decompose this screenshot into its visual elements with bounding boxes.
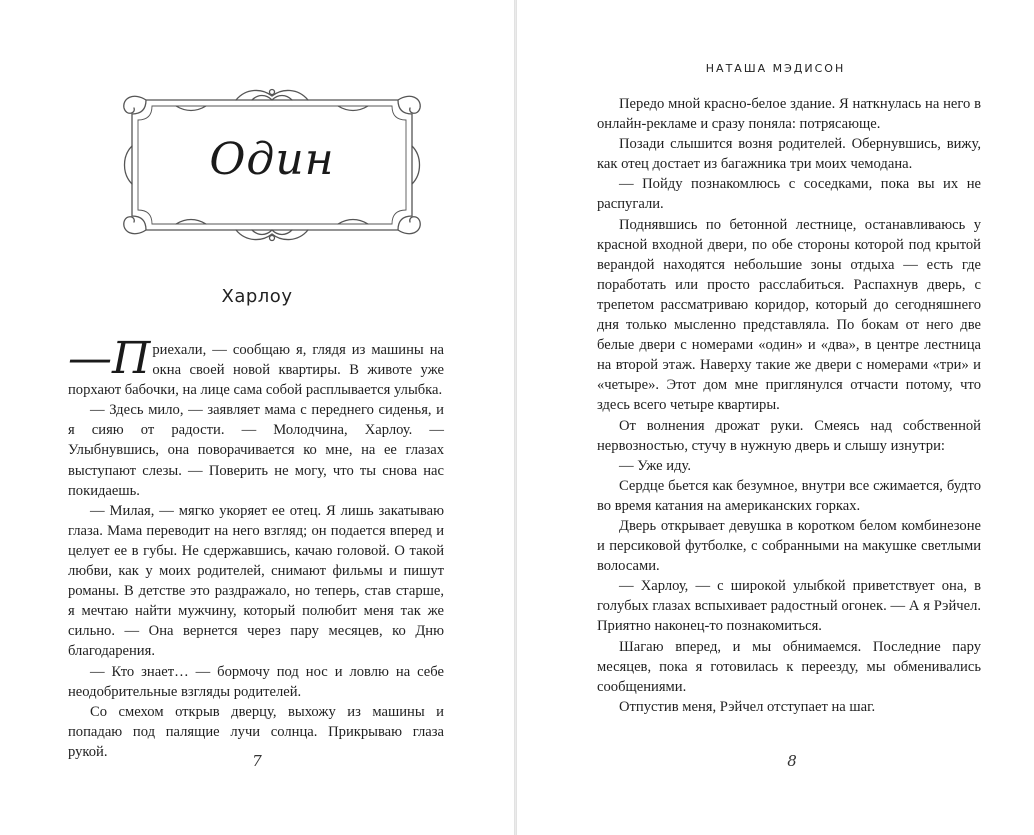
paragraph: Со смехом открыв дверцу, выхожу из машины и попадаю под палящие лучи солнца. Прикрываю глаза рукой.	[68, 703, 444, 760]
paragraph: Поднявшись по бетонной лестнице, останавливаюсь у красной входной двери, по обе стороны которой под крытой верандой находятся небольшие зоны отдыха — есть где поработать или просто расслабиться. Распахнув дверь, с трепетом рассматриваю коридор, который до сегодняшнего дня только мысленно представляла. По бокам от него две белые двери с номерами «один» и «два», в центре лестница на второй этаж. Наверху такие же двери с номерами «три» и «четыре». Этот дом мне приглянулся отчасти потому, что здесь всего четыре квартиры.	[597, 216, 981, 414]
left-body-text	[68, 333, 444, 762]
left-page	[0, 0, 514, 835]
paragraph: От волнения дрожат руки. Смеясь над собственной нервозностью, стучу в нужную дверь и слышу изнутри:	[597, 417, 981, 454]
chapter-ornament-frame	[116, 86, 428, 244]
paragraph: — Милая, — мягко укоряет ее отец. Я лишь закатываю глаза. Мама переводит на него взгляд; он подается вперед и целует ее в губы. Не сдержавшись, качаю головой. О такой любви, как у моих родителей, снимают фильмы и пишут романы. В детстве это раздражало, но теперь, став старше, я мечтаю найти мужчину, который полюбит меня так же сильно. — Она вернется через пару месяцев, ко Дню благодарения.	[68, 502, 444, 660]
paragraph: — Харлоу, — с широкой улыбкой приветствует она, в голубых глазах вспыхивает радостный огонек. — А я Рэйчел. Приятно наконец-то познакомиться.	[597, 578, 981, 635]
paragraph-text: риехали, — сообщаю я, глядя из машины на окна своей новой квартиры. В животе уже порхают бабочки, на лице сама собой расплывается улыбка.	[68, 342, 444, 399]
paragraph: — Пойду познакомлюсь с соседками, пока вы их не распугали.	[597, 176, 981, 213]
paragraph: Сердце бьется как безумное, внутри все сжимается, будто во время катания на американских горках.	[597, 477, 981, 514]
paragraph: Дверь открывает девушка в коротком белом комбинезоне и персиковой футболке, с собранными на макушке светлыми волосами.	[597, 517, 981, 575]
paragraph: — Уже иду.	[619, 457, 692, 474]
right-body-text	[597, 94, 981, 717]
dropcap-letter: П	[112, 333, 151, 384]
paragraph	[68, 333, 444, 400]
paragraph: — Здесь мило, — заявляет мама с переднего сиденья, и я сияю от радости. — Молодчина, Харлоу. — Улыбнувшись, она поворачивается ко мне, на ее глазах выступают слезы. — Поверить не могу, что ты снова нас покидаешь.	[68, 402, 444, 499]
running-head: НАТАША МЭДИСОН	[705, 62, 846, 75]
dropcap-dash: —	[68, 333, 112, 384]
paragraph: Передо мной красно-белое здание. Я наткнулась на него в онлайн-рекламе и сразу поняла: потрясающе.	[597, 96, 981, 133]
chapter-title: Один	[209, 134, 335, 185]
right-page	[517, 0, 1034, 835]
page-number-left: 7	[252, 752, 262, 770]
chapter-subtitle: Харлоу	[221, 286, 293, 307]
paragraph: — Кто знает… — бормочу под нос и ловлю на себе неодобрительные взгляды родителей.	[68, 663, 444, 700]
page-number-right: 8	[787, 752, 797, 770]
paragraph: Позади слышится возня родителей. Обернувшись, вижу, как отец достает из багажника три моих чемодана.	[597, 136, 981, 173]
dropcap	[68, 333, 151, 384]
paragraph: Отпустив меня, Рэйчел отступает на шаг.	[619, 698, 876, 715]
paragraph: Шагаю вперед, и мы обнимаемся. Последние пару месяцев, пока я готовилась к переезду, мы обменивались сообщениями.	[597, 638, 981, 695]
